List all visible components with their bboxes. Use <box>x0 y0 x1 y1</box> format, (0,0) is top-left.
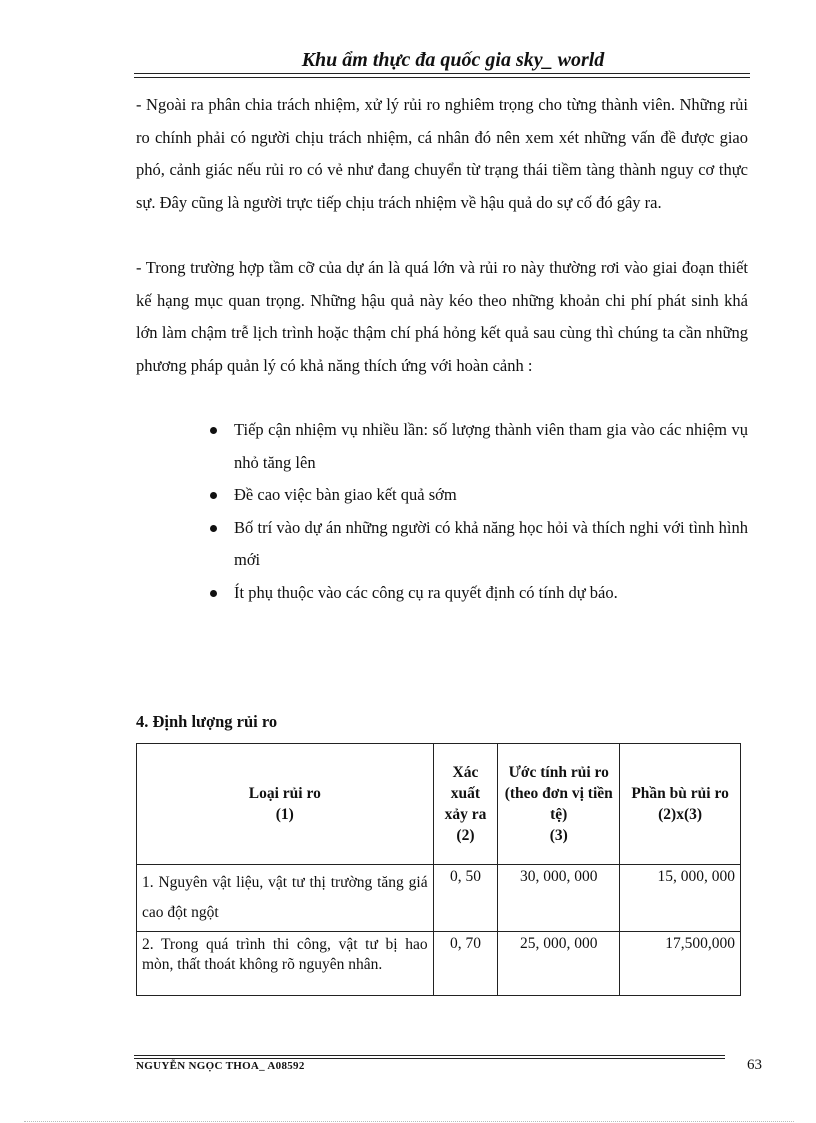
page-header-title: Khu ẩm thực đa quốc gia sky_ world <box>301 49 605 71</box>
page-bottom-divider <box>24 1121 794 1122</box>
paragraph-adaptive-methods: - Trong trường hợp tầm cỡ của dự án là quá lớn và rủi ro này thường rơi vào giai đoạn thiết kế hạng mục quan trọng. Những hậu quả này kéo theo những khoản chi phí phát sinh khá lớn làm chậm trễ lịch trình hoặc thậm chí phá hỏng kết quả sau cùng thì chúng ta cần những phương pháp quản lý có khả năng thích ứng với hoàn cảnh : <box>136 258 748 375</box>
header-risk-estimate: Ước tính rủi ro (theo đơn vị tiền tệ) (3) <box>498 744 620 865</box>
page-number: 63 <box>747 1057 762 1073</box>
list-item: Tiếp cận nhiệm vụ nhiều lần: số lượng thành viên tham gia vào các nhiệm vụ nhỏ tăng lên <box>205 414 748 479</box>
risk-table <box>136 743 741 996</box>
bullet-icon <box>210 525 217 532</box>
header-rule <box>134 73 750 74</box>
paragraph-responsibility: - Ngoài ra phân chia trách nhiệm, xử lý rủi ro nghiêm trọng cho từng thành viên. Những rủi ro chính phải có người chịu trách nhiệm, cá nhân đó nên xem xét những vấn đề được giao phó, cảnh giác nếu rủi ro có vẻ như đang chuyển từ trạng thái tiềm tàng thành nguy cơ thực sự. Đây cũng là người trực tiếp chịu trách nhiệm về hậu quả do sự cố đó gây ra. <box>136 95 748 212</box>
bullet-list <box>205 414 748 609</box>
cell-risk-premium: 17,500,000 <box>620 932 741 996</box>
section-title: 4. Định lượng rủi ro <box>136 712 278 731</box>
table-row <box>137 932 741 996</box>
cell-probability: 0, 70 <box>433 932 498 996</box>
table-row <box>137 865 741 932</box>
cell-risk-estimate: 25, 000, 000 <box>498 932 620 996</box>
footer-rule <box>134 1055 725 1056</box>
footer-author: NGUYỄN NGỌC THOA_ A08592 <box>136 1060 305 1072</box>
list-item: Ít phụ thuộc vào các công cụ ra quyết định có tính dự báo. <box>205 577 748 610</box>
list-item: Đề cao việc bàn giao kết quả sớm <box>205 479 748 512</box>
bullet-icon <box>210 427 217 434</box>
header-rule-secondary <box>134 77 750 78</box>
list-item: Bố trí vào dự án những người có khả năng học hỏi và thích nghi với tình hình mới <box>205 512 748 577</box>
cell-risk-type: 2. Trong quá trình thi công, vật tư bị hao mòn, thất thoát không rõ nguyên nhân. <box>137 932 434 996</box>
cell-risk-premium: 15, 000, 000 <box>620 865 741 932</box>
header-risk-premium: Phần bù rủi ro (2)x(3) <box>620 744 741 865</box>
bullet-icon <box>210 492 217 499</box>
cell-risk-estimate: 30, 000, 000 <box>498 865 620 932</box>
header-risk-type: Loại rủi ro (1) <box>137 744 434 865</box>
table-header-row <box>137 744 741 865</box>
cell-risk-type: 1. Nguyên vật liệu, vật tư thị trường tăng giá cao đột ngột <box>137 865 434 932</box>
cell-probability: 0, 50 <box>433 865 498 932</box>
header-probability: Xác xuất xảy ra (2) <box>433 744 498 865</box>
bullet-icon <box>210 590 217 597</box>
footer-rule-secondary <box>134 1058 725 1059</box>
